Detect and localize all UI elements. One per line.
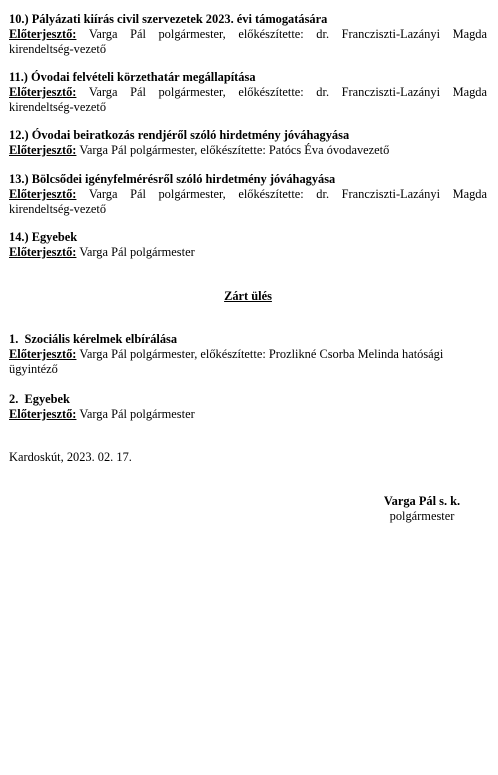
agenda-item-11	[9, 70, 487, 115]
presenter-text: Varga Pál polgármester, előkészítette: dr. Francziszti-Lazányi Magda kirendeltség-vezető	[9, 27, 487, 56]
agenda-item-presenter	[9, 143, 487, 158]
agenda-item-title: 12.) Óvodai beiratkozás rendjéről szóló hirdetmény jóváhagyása	[9, 128, 350, 142]
presenter-text: Varga Pál polgármester, előkészítette: dr. Francziszti-Lazányi Magda kirendeltség-vezető	[9, 187, 487, 216]
presenter-text: Varga Pál polgármester, előkészítette: Prozlikné Csorba Melinda hatósági ügyintéző	[9, 347, 444, 376]
signature-role: polgármester	[389, 509, 455, 523]
agenda-item-title: 13.) Bölcsődei igényfelmérésről szóló hirdetmény jóváhagyása	[9, 172, 336, 186]
agenda-item-14	[9, 230, 487, 260]
presenter-label: Előterjesztő:	[9, 407, 77, 421]
presenter-text: Varga Pál polgármester	[79, 407, 195, 421]
agenda-item-12	[9, 128, 487, 158]
closed-item-1	[9, 332, 487, 377]
presenter-text: Varga Pál polgármester, előkészítette: dr. Francziszti-Lazányi Magda kirendeltség-vezető	[9, 85, 487, 114]
agenda-item-10	[9, 12, 487, 57]
agenda-item-presenter	[9, 407, 487, 422]
presenter-text: Varga Pál polgármester	[79, 245, 195, 259]
presenter-label: Előterjesztő:	[9, 347, 77, 361]
agenda-item-13	[9, 172, 487, 217]
signature-block	[359, 494, 485, 524]
agenda-item-title: 2. Egyebek	[9, 392, 70, 406]
presenter-label: Előterjesztő:	[9, 187, 77, 201]
presenter-label: Előterjesztő:	[9, 245, 77, 259]
signature-name: Varga Pál s. k.	[383, 494, 461, 508]
presenter-label: Előterjesztő:	[9, 85, 77, 99]
agenda-item-presenter	[9, 347, 487, 377]
closed-session-title: Zárt ülés	[224, 289, 272, 303]
agenda-item-title: 11.) Óvodai felvételi körzethatár megállapítása	[9, 70, 256, 84]
presenter-label: Előterjesztő:	[9, 27, 77, 41]
agenda-item-presenter	[9, 245, 487, 260]
presenter-label: Előterjesztő:	[9, 143, 77, 157]
agenda-item-presenter	[9, 85, 487, 115]
agenda-item-title: 1. Szociális kérelmek elbírálása	[9, 332, 178, 346]
closed-item-2	[9, 392, 487, 422]
agenda-item-presenter	[9, 27, 487, 57]
agenda-item-title: 14.) Egyebek	[9, 230, 78, 244]
agenda-item-presenter	[9, 187, 487, 217]
place-date: Kardoskút, 2023. 02. 17.	[9, 450, 132, 464]
agenda-item-title: 10.) Pályázati kiírás civil szervezetek 2023. évi támogatására	[9, 12, 328, 26]
presenter-text: Varga Pál polgármester, előkészítette: Patócs Éva óvodavezető	[79, 143, 390, 157]
